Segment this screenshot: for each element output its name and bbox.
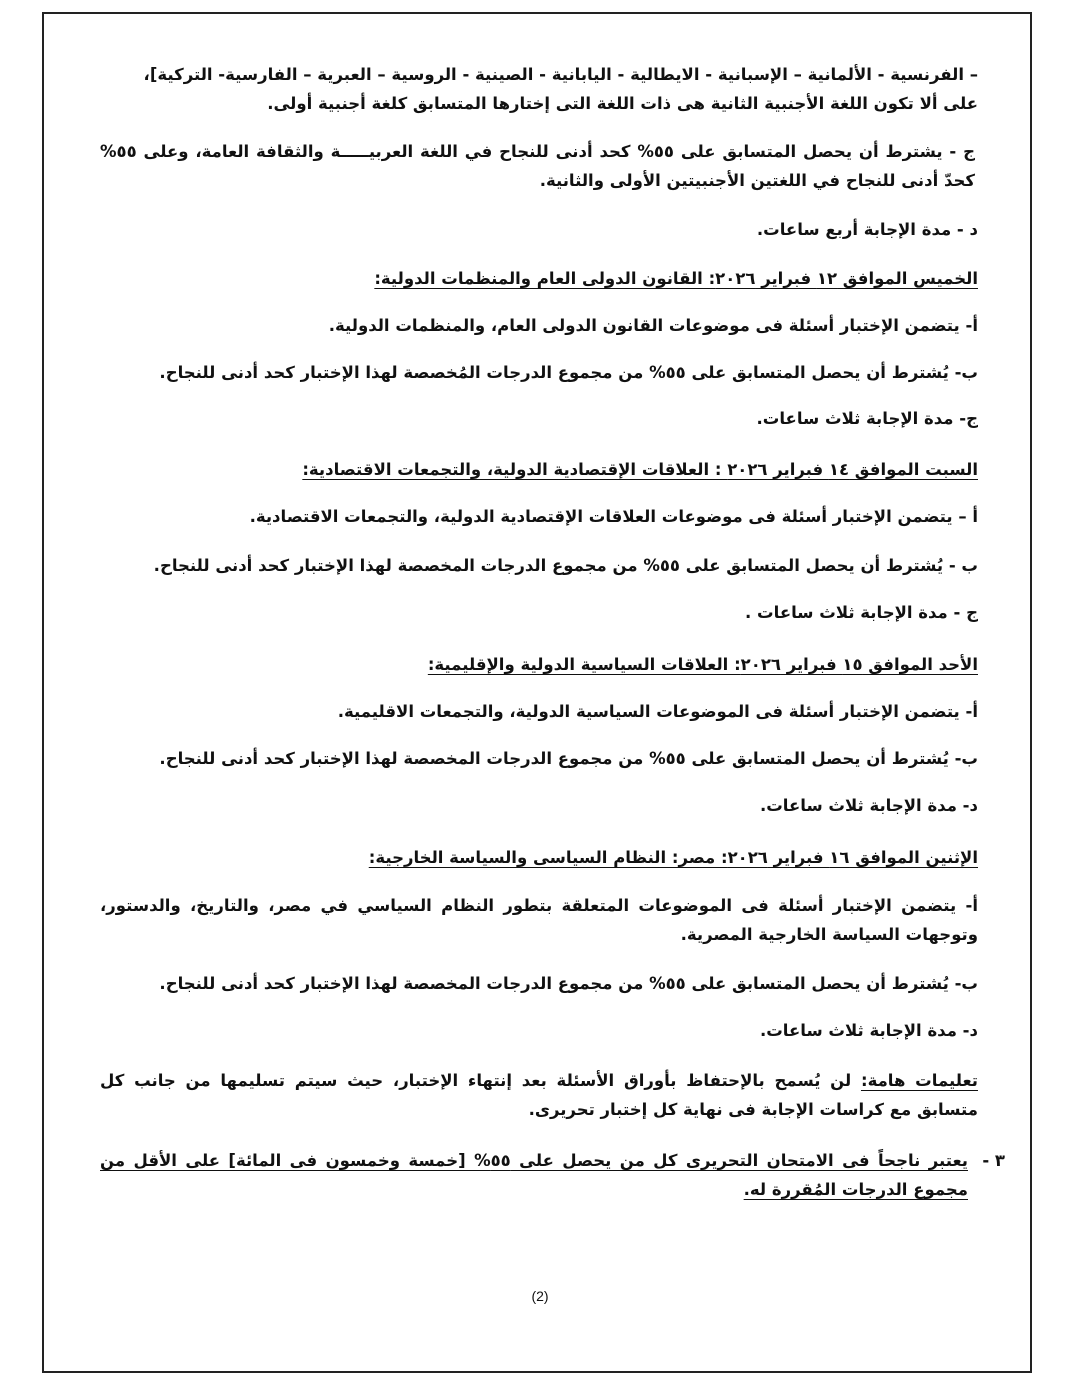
section-item: ج- مدة الإجابة ثلاث ساعات.: [756, 409, 978, 428]
section-item: د- مدة الإجابة ثلاث ساعات.: [759, 796, 978, 815]
section-item: أ – يتضمن الإختبار أسئلة فى موضوعات العلاقات الإقتصادية الدولية، والتجمعات الاقتصادية.: [249, 507, 978, 526]
rule-3-text: يعتبر ناجحاً فى الامتحان التحريرى كل من يحصل على ٥٥% [خمسة وخمسون فى المائة] على الأقل من مجموع الدرجات المُقررة له.: [100, 1151, 968, 1199]
item-j-pass-requirement: ج - يشترط أن يحصل المتسابق على ٥٥% كحد أدنى للنجاح في اللغة العربيـــــة والثقافة العامة، وعلى ٥٥% كحدّ أدنى للنجاح في اللغتين الأجنبيتين الأولى والثانية.: [100, 142, 975, 190]
important-notice: [100, 1066, 978, 1124]
section-heading: الأحد الموافق ١٥ فبراير ٢٠٢٦: العلاقات السياسية الدولية والإقليمية:: [427, 655, 978, 674]
item-d-duration: د - مدة الإجابة أربع ساعات.: [756, 220, 978, 239]
section-item: أ- يتضمن الإختبار أسئلة فى موضوعات القانون الدولى العام، والمنظمات الدولية.: [328, 316, 978, 335]
section-heading: السبت الموافق ١٤ فبراير ٢٠٢٦ : العلاقات الإقتصادية الدولية، والتجمعات الاقتصادية:: [302, 460, 978, 479]
section-item: د- مدة الإجابة ثلاث ساعات.: [759, 1021, 978, 1040]
section-item: ب- يُشترط أن يحصل المتسابق على ٥٥% من مجموع الدرجات المخصصة لهذا الإختبار كحد أدنى للنجاح.: [159, 974, 978, 993]
section-item: ب- يُشترط أن يحصل المتسابق على ٥٥% من مجموع الدرجات المُخصصة لهذا الإختبار كحد أدنى للنجاح.: [159, 363, 978, 382]
section-heading: الخميس الموافق ١٢ فبراير ٢٠٢٦: القانون الدولى العام والمنظمات الدولية:: [374, 269, 978, 288]
second-language-condition: على ألا تكون اللغة الأجنبية الثانية هى ذات اللغة التى إختارها المتسابق كلغة أجنبية أولى.: [267, 94, 978, 113]
page-number: (2): [531, 1288, 549, 1304]
section-item: أ- يتضمن الإختبار أسئلة فى الموضوعات المتعلقة بتطور النظام السياسي في مصر، والتاريخ، والدستور، وتوجهات السياسة الخارجية المصرية.: [100, 896, 978, 944]
notice-text: لن يُسمح بالإحتفاظ بأوراق الأسئلة بعد إنتهاء الإختبار، حيث سيتم تسليمها من جانب كل متسابق مع كراسات الإجابة فى نهاية كل إختبار تحريرى.: [100, 1071, 978, 1119]
section-heading: الإثنين الموافق ١٦ فبراير ٢٠٢٦: مصر: النظام السياسى والسياسة الخارجية:: [368, 848, 978, 867]
section-item: ب - يُشترط أن يحصل المتسابق على ٥٥% من مجموع الدرجات المخصصة لهذا الإختبار كحد أدنى للنجاح.: [153, 556, 978, 575]
languages-line: – الفرنسية - الألمانية – الإسبانية - الايطالية - اليابانية - الصينية - الروسية – العبرية – الفارسية- التركية]،: [143, 65, 978, 84]
section-item: أ- يتضمن الإختبار أسئلة فى الموضوعات السياسية الدولية، والتجمعات الاقليمية.: [337, 702, 978, 721]
notice-label: تعليمات هامة:: [860, 1071, 978, 1090]
section-item: ب- يُشترط أن يحصل المتسابق على ٥٥% من مجموع الدرجات المخصصة لهذا الإختبار كحد أدنى للنجاح.: [159, 749, 978, 768]
section-item: ج - مدة الإجابة ثلاث ساعات .: [745, 603, 978, 622]
rule-3-marker: ٣ -: [982, 1151, 1005, 1170]
